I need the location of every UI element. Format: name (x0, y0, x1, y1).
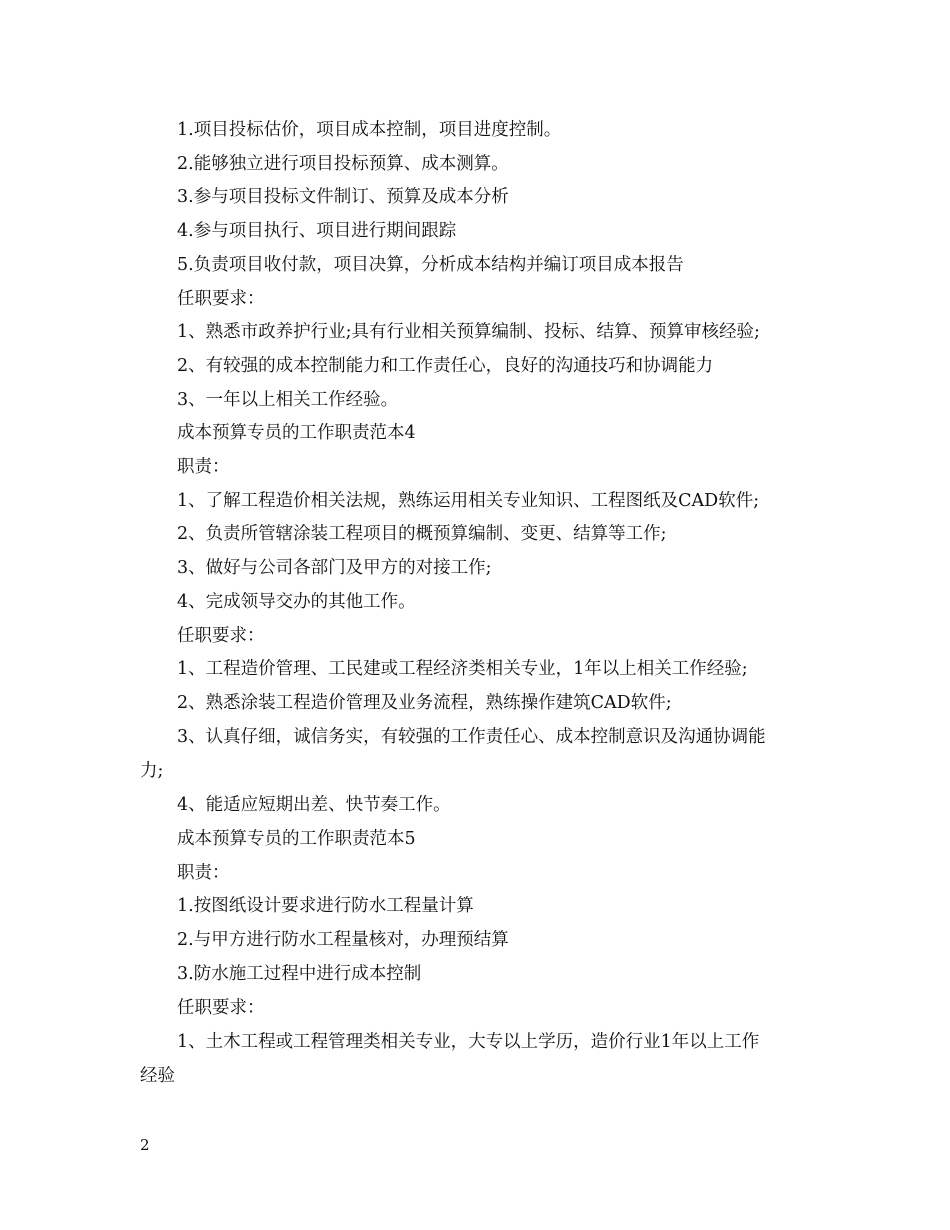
section-label: 任职要求： (177, 289, 265, 309)
text-line: 2.能够独立进行项目投标预算、成本测算。 (177, 154, 509, 174)
section-label: 任职要求： (177, 626, 265, 646)
text-line: 3.参与项目投标文件制订、预算及成本分析 (177, 187, 509, 207)
text-line: 2、负责所管辖涂装工程项目的概预算编制、变更、结算等工作; (177, 524, 667, 544)
text-line: 4、完成领导交办的其他工作。 (177, 592, 416, 612)
text-line: 1.项目投标估价，项目成本控制，项目进度控制。 (177, 120, 562, 140)
text-line: 3.防水施工过程中进行成本控制 (177, 964, 422, 984)
text-line: 1.按图纸设计要求进行防水工程量计算 (177, 896, 474, 916)
text-line: 2.与甲方进行防水工程量核对，办理预结算 (177, 930, 509, 950)
text-line: 3、做好与公司各部门及甲方的对接工作; (177, 558, 492, 578)
text-line-continuation: 力; (140, 761, 164, 781)
section-label: 职责： (177, 457, 230, 477)
text-line: 1、工程造价管理、工民建或工程经济类相关专业，1年以上相关工作经验; (177, 659, 748, 679)
page-number: 2 (140, 1136, 150, 1154)
section-label: 职责： (177, 863, 230, 883)
section-heading: 成本预算专员的工作职责范本5 (177, 829, 416, 849)
text-line: 2、有较强的成本控制能力和工作责任心，良好的沟通技巧和协调能力 (177, 356, 714, 376)
text-line: 5.负责项目收付款，项目决算，分析成本结构并编订项目成本报告 (177, 255, 684, 275)
text-line: 4、能适应短期出差、快节奏工作。 (177, 795, 451, 815)
text-line: 2、熟悉涂装工程造价管理及业务流程，熟练操作建筑CAD软件; (177, 693, 672, 713)
text-line: 4.参与项目执行、项目进行期间跟踪 (177, 221, 457, 241)
section-label: 任职要求： (177, 998, 265, 1018)
text-line: 1、熟悉市政养护行业;具有行业相关预算编制、投标、结算、预算审核经验; (177, 322, 760, 342)
text-line-continuation: 经验 (140, 1066, 175, 1086)
text-line: 3、一年以上相关工作经验。 (177, 390, 399, 410)
text-line: 3、认真仔细，诚信务实，有较强的工作责任心、成本控制意识及沟通协调能 (177, 727, 766, 747)
text-line: 1、了解工程造价相关法规，熟练运用相关专业知识、工程图纸及CAD软件; (177, 491, 760, 511)
text-line: 1、土木工程或工程管理类相关专业，大专以上学历，造价行业1年以上工作 (177, 1032, 760, 1052)
section-heading: 成本预算专员的工作职责范本4 (177, 423, 416, 443)
